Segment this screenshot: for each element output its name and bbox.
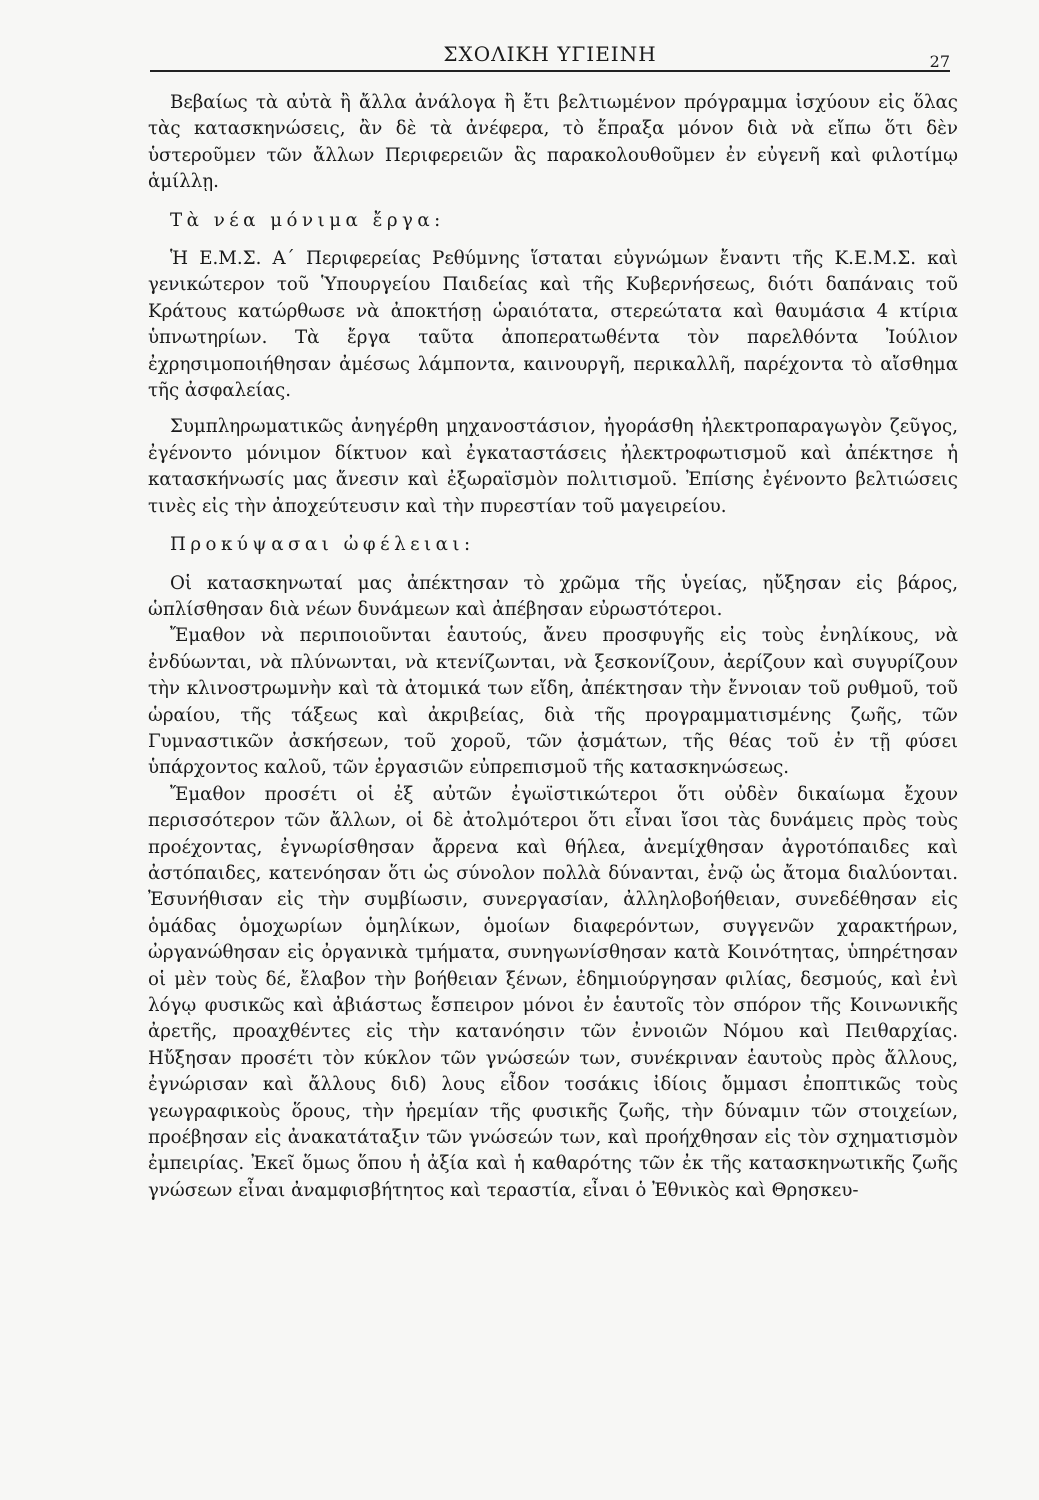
body-text <box>148 90 958 1204</box>
paragraph-new-buildings: Ἡ Ε.Μ.Σ. Α΄ Περιφερείας Ρεθύμνης ἵσταται εὐγνώμων ἔναντι τῆς Κ.Ε.Μ.Σ. καὶ γενικώτερον τοῦ Ὑπουργείου Παιδείας καὶ τῆς Κυβερνήσεως, διότι δαπάναις τοῦ Κράτους κατώρθωσε νὰ ἀποκτήσῃ ὡραιότατα, στερεώτατα καὶ θαυμάσια 4 κτίρια ὑπνωτηρίων. Τὰ ἔργα ταῦτα ἀποπερατωθέντα τὸν παρελθόντα Ἰούλιον ἐχρησιμοποιήθησαν ἀμέσως λάμποντα, καινουργῆ, περικαλλῆ, παρέχοντα τὸ αἴσθημα τῆς ἀσφαλείας. <box>148 248 958 402</box>
paragraph-health: Οἱ κατασκηνωταί μας ἀπέκτησαν τὸ χρῶμα τῆς ὑγείας, ηὔξησαν εἰς βάρος, ὡπλίσθησαν διὰ νέων δυνάμεων καὶ ἀπέβησαν εὐρωστότεροι. <box>148 572 958 620</box>
paragraph-supplementary: Συμπληρωματικῶς ἀνηγέρθη μηχανοστάσιον, ἠγοράσθη ἠλεκτροπαραγωγὸν ζεῦγος, ἐγένοντο μόνιμον δίκτυον καὶ ἐγκαταστάσεις ἠλεκτροφωτισμοῦ καὶ ἀπέκτησε ἡ κατασκήνωσίς μας ἄνεσιν καὶ ἐξωραϊσμὸν πολιτισμοῦ. Ἐπίσης ἐγένοντο βελτιώσεις τινὲς εἰς τὴν ἀποχεύτευσιν καὶ τὴν πυρεστίαν τοῦ μαγειρείου. <box>148 416 958 517</box>
paragraph-learned-care: Ἔμαθον νὰ περιποιοῦνται ἑαυτούς, ἄνευ προσφυγῆς εἰς τοὺς ἐνηλίκους, νὰ ἐνδύωνται, νὰ πλύνωνται, νὰ κτενίζωνται, νὰ ξεσκονίζουν, ἀερίζουν καὶ συγυρίζουν τὴν κλινοστρωμνὴν καὶ τὰ ἀτομικά των εἴδη, ἀπέκτησαν τὴν ἔννοιαν τοῦ ρυθμοῦ, τοῦ ὡραίου, τῆς τάξεως καὶ ἀκριβείας, διὰ τῆς προγραμματισμένης ζωῆς, τῶν Γυμναστικῶν ἀσκήσεων, τοῦ χοροῦ, τῶν ᾀσμάτων, τῆς θέας τοῦ ἐν τῇ φύσει ὑπάρχοντος καλοῦ, τῶν ἐργασιῶν εὐπρεπισμοῦ τῆς κατασκηνώσεως. <box>148 625 958 779</box>
section-heading-new-works: Τὰ νέα μόνιμα ἔργα: <box>170 209 445 231</box>
paragraph-intro: Βεβαίως τὰ αὐτὰ ἢ ἄλλα ἀνάλογα ἢ ἔτι βελτιωμένον πρόγραμμα ἰσχύουν εἰς ὅλας τὰς κατασκηνώσεις, ἂν δὲ τὰ ἀνέφερα, τὸ ἔπραξα μόνον διὰ νὰ εἴπω ὅτι δὲν ὑστεροῦμεν τῶν ἄλλων Περιφερειῶν ἃς παρακολουθοῦμεν ἐν εὐγενῆ καὶ φιλοτίμῳ ἁμίλλῃ. <box>148 92 958 193</box>
header-rule <box>150 70 950 72</box>
page-number: 27 <box>929 52 950 71</box>
paragraph-learned-social: Ἔμαθον προσέτι οἱ ἐξ αὐτῶν ἐγωϊστικώτεροι ὅτι οὐδὲν δικαίωμα ἔχουν περισσότερον τῶν ἄλλων, οἱ δὲ ἀτολμότεροι ὅτι εἶναι ἴσοι τὰς δυνάμεις πρὸς τοὺς προέχοντας, ἐγνωρίσθησαν ἄρρενα καὶ θήλεα, ἀνεμίχθησαν ἀγροτόπαιδες καὶ ἀστόπαιδες, κατενόησαν ὅτι ὡς σύνολον πολλὰ δύνανται, ἐνῷ ὡς ἄτομα διαλύονται. Ἐσυνήθισαν εἰς τὴν συμβίωσιν, συνεργασίαν, ἀλληλοβοήθειαν, συνεδέθησαν εἰς ὁμάδας ὁμοχωρίων ὁμηλίκων, ὁμοίων διαφερόντων, συγγενῶν χαρακτήρων, ὠργανώθησαν εἰς ὀργανικὰ τμήματα, συνηγωνίσθησαν κατὰ Κοινότητας, ὑπηρέτησαν οἱ μὲν τοὺς δέ, ἔλαβον τὴν βοήθειαν ξένων, ἐδημιούργησαν φιλίας, δεσμούς, καὶ ἐνὶ λόγῳ φυσικῶς καὶ ἀβιάστως ἔσπειρον μόνοι ἐν ἑαυτοῖς τὸν σπόρον τῆς Κοινωνικῆς ἀρετῆς, προαχθέντες εἰς τὴν κατανόησιν τῶν ἐννοιῶν Νόμου καὶ Πειθαρχίας. Ηὔξησαν προσέτι τὸν κύκλον τῶν γνώσεών των, συνέκριναν ἑαυτοὺς πρὸς ἄλλους, ἐγνώρισαν καὶ ἄλλους διδ) λους εἶδον τοσάκις ἰδίοις ὄμμασι ἐποπτικῶς τοὺς γεωγραφικοὺς ὅρους, τὴν ἠρεμίαν τῆς φυσικῆς ζωῆς, τὴν δύναμιν τῶν στοιχείων, προέβησαν εἰς ἀνακατάταξιν τῶν γνώσεών των, καὶ προήχθησαν εἰς τὸν σχηματισμὸν ἐμπειρίας. Ἐκεῖ ὅμως ὅπου ἡ ἀξία καὶ ἡ καθαρότης τῶν ἐκ τῆς κατασκηνωτικῆς ζωῆς γνώσεων εἶναι ἀναμφισβήτητος καὶ τεραστία, εἶναι ὁ Ἐθνικὸς καὶ Θρησκευ- <box>148 783 958 1201</box>
section-heading-benefits: Προκύψασαι ὠφέλειαι: <box>170 534 475 556</box>
running-head: ΣΧΟΛΙΚΗ ΥΓΙΕΙΝΗ <box>443 42 657 66</box>
page-header <box>150 38 950 72</box>
